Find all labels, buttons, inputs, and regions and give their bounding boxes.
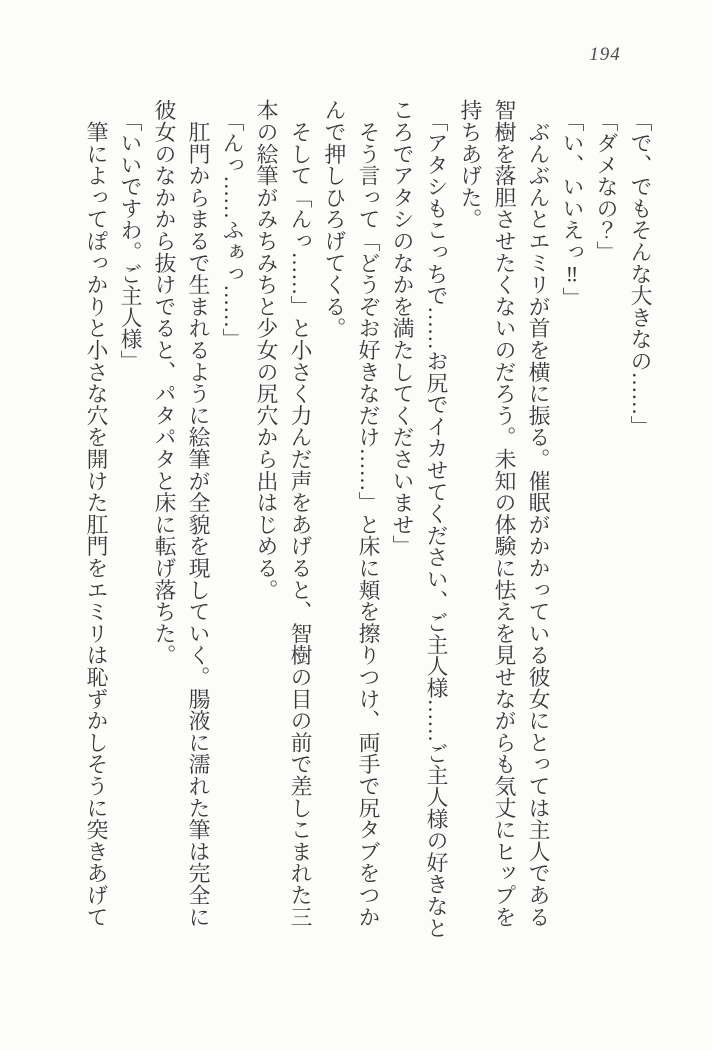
text-column: そして「んっ……」と小さく力んだ声をあげると、智樹の目の前で差しこまれた三: [288, 99, 312, 928]
text-column: 「ダメなの？」: [594, 109, 618, 263]
text-column: 智樹を落胆させたくないのだろう。未知の体験に怯えを見せながらも気丈にヒップを: [492, 99, 516, 928]
text-column: 「いいですわ。ご主人様」: [118, 109, 142, 372]
text-column: 「アタシもこっちで……お尻でイカせてください、ご主人様……ご主人様の好きなと: [424, 109, 448, 939]
text-column: んで押しひろげてくる。: [322, 99, 346, 339]
text-block: [79, 99, 657, 939]
text-column: 持ちあげた。: [458, 99, 482, 230]
text-column: 彼女のなかから抜けでると、パタパタと床に転げ落ちた。: [152, 99, 176, 666]
text-column: ころでアタシのなかを満たしてくださいませ」: [390, 99, 414, 557]
text-column: ぶんぶんとエミリが首を横に振る。催眠がかかっている彼女にとっては主人である: [526, 99, 550, 928]
text-column: 「で、でもそんな大きなの……」: [628, 109, 652, 437]
text-column: 「い、いいえっ‼」: [560, 109, 584, 309]
text-column: 肛門からまるで生まれるように絵筆が全貌を現していく。腸液に濡れた筆は完全に: [186, 99, 210, 928]
text-column: 「んっ……ふぁっ……」: [220, 109, 244, 350]
page-number: 194: [589, 44, 621, 65]
text-column: そう言って「どうぞお好きなだけ……」と床に頬を擦りつけ、両手で尻タブをつか: [356, 99, 380, 928]
text-column: 本の絵筆がみちみちと少女の尻穴から出はじめる。: [254, 99, 278, 601]
text-column: 筆によってぽっかりと小さな穴を開けた肛門をエミリは恥ずかしそうに突きあげて: [84, 99, 108, 928]
